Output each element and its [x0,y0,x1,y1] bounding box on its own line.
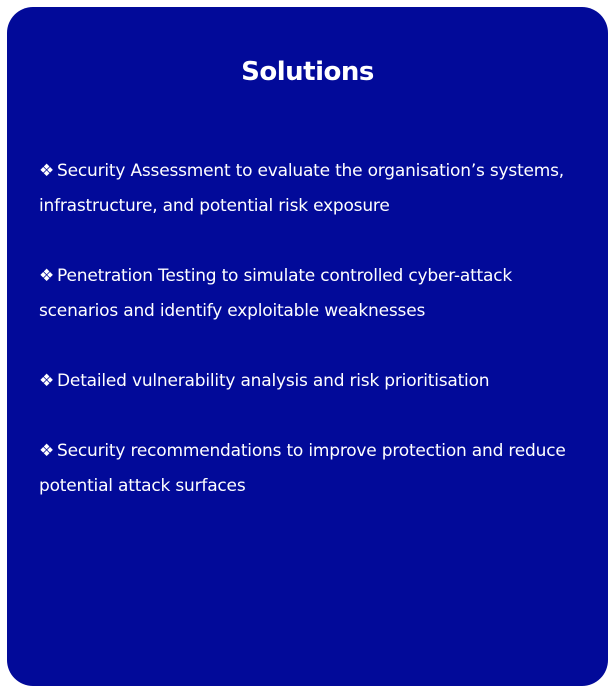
solutions-card [7,7,608,686]
list-item [39,154,584,224]
list-item-text: Security recommendations to improve protection and reduce potential attack surfaces [39,441,566,496]
card-title: Solutions [241,57,374,87]
list-item-text: Security Assessment to evaluate the organisation’s systems, infrastructure, and potential risk exposure [39,161,565,216]
list-item [39,259,584,329]
diamond-bullet-icon: ❖ [39,266,55,286]
solutions-list [39,154,584,539]
diamond-bullet-icon: ❖ [39,441,55,461]
list-item [39,364,584,399]
diamond-bullet-icon: ❖ [39,371,55,391]
list-item [39,434,584,504]
list-item-text: Detailed vulnerability analysis and risk prioritisation [57,371,490,391]
diamond-bullet-icon: ❖ [39,161,55,181]
list-item-text: Penetration Testing to simulate controlled cyber-attack scenarios and identify exploitable weaknesses [39,266,513,321]
